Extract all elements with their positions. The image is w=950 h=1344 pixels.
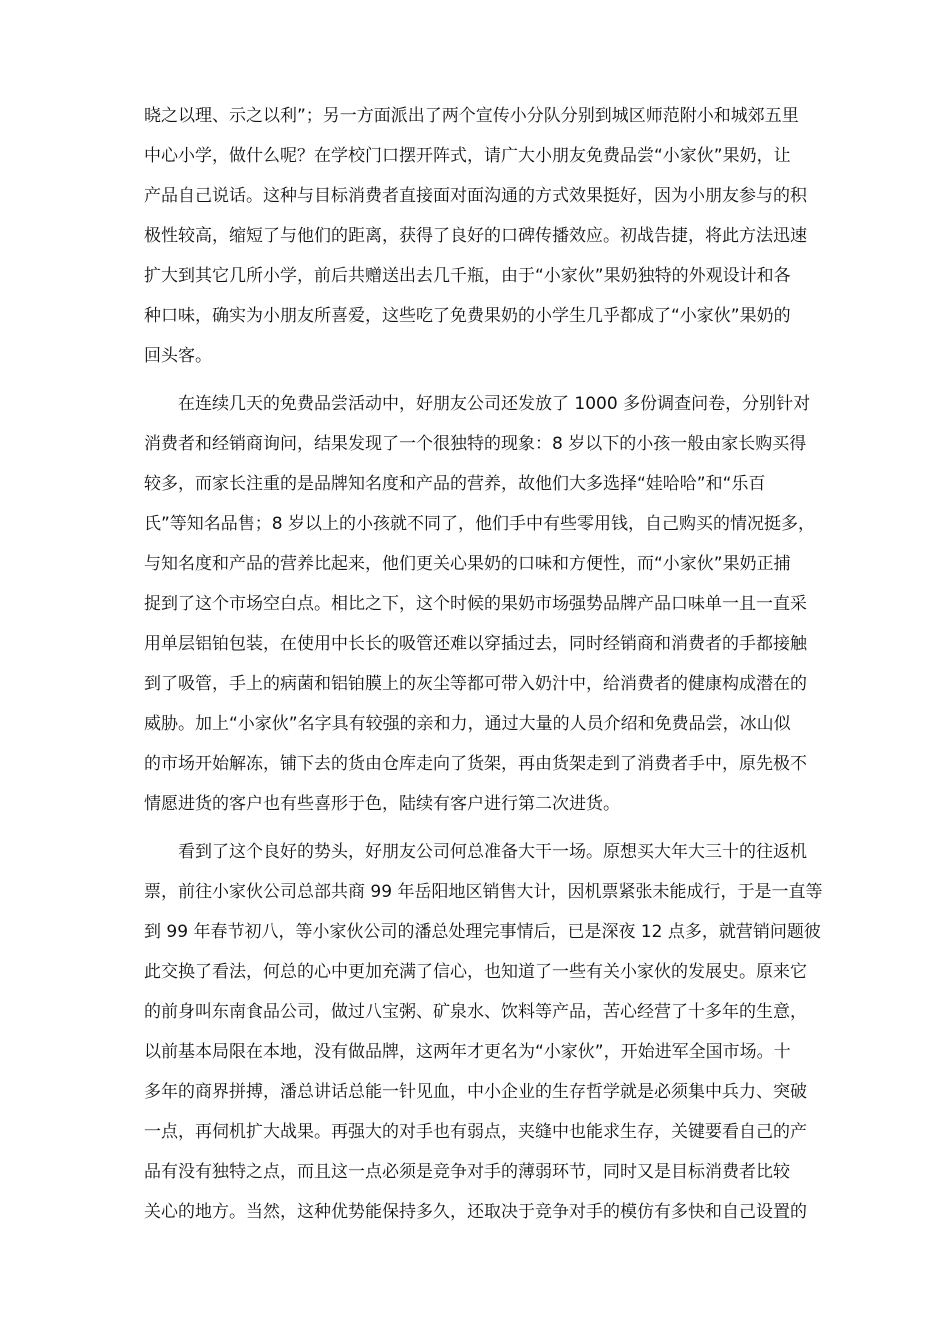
text-line: 中心小学，做什么呢？在学校门口摆开阵式，请广大小朋友免费品尝“小家伙”果奶，让 [144,146,791,166]
text-line: 捉到了这个市场空白点。相比之下，这个时候的果奶市场强势品牌产品口味单一且一直采 [144,594,807,614]
text-line: 此交换了看法，何总的心中更加充满了信心，也知道了一些有关小家伙的发展史。原来它 [144,962,807,982]
text-line: 消费者和经销商询问，结果发现了一个很独特的现象：8 岁以下的小孩一般由家长购买得 [144,434,807,454]
text-line: 种口味，确实为小朋友所喜爱，这些吃了免费果奶的小学生几乎都成了“小家伙”果奶的 [144,306,791,326]
paragraph-2 [144,384,816,824]
text-line: 扩大到其它几所小学，前后共赠送出去几千瓶，由于“小家伙”果奶独特的外观设计和各 [144,266,791,286]
text-line: 到 99 年春节初八，等小家伙公司的潘总处理完事情后，已是深夜 12 点多，就营销问题彼 [144,922,821,942]
text-line: 一点，再伺机扩大战果。再强大的对手也有弱点，夹缝中也能求生存，关键要看自己的产 [144,1122,807,1142]
text-line: 回头客。 [144,346,212,366]
text-line: 情愿进货的客户也有些喜形于色，陆续有客户进行第二次进货。 [144,794,620,814]
text-line: 晓之以理、示之以利”；另一方面派出了两个宣传小分队分别到城区师范附小和城郊五里 [144,106,799,126]
text-line: 在连续几天的免费品尝活动中，好朋友公司还发放了 1000 多份调查问卷，分别针对 [178,394,811,414]
text-line: 到了吸管，手上的病菌和铝铂膜上的灰尘等都可带入奶汁中，给消费者的健康构成潜在的 [144,674,807,694]
paragraph-3 [144,832,823,1232]
text-line: 的市场开始解冻，铺下去的货由仓库走向了货架，再由货架走到了消费者手中，原先极不 [144,754,807,774]
text-line: 用单层铝铂包装，在使用中长长的吸管还难以穿插过去，同时经销商和消费者的手都接触 [144,634,807,654]
text-line: 品有没有独特之点，而且这一点必须是竞争对手的薄弱环节，同时又是目标消费者比较 [144,1162,790,1182]
text-line: 票，前往小家伙公司总部共商 99 年岳阳地区销售大计，因机票紧张未能成行，于是一直等 [144,882,823,902]
text-line: 与知名度和产品的营养比起来，他们更关心果奶的口味和方便性，而“小家伙”果奶正捕 [144,554,791,574]
text-line: 的前身叫东南食品公司，做过八宝粥、矿泉水、饮料等产品，苦心经营了十多年的生意， [144,1002,807,1022]
text-line: 威胁。加上“小家伙”名字具有较强的亲和力，通过大量的人员介绍和免费品尝，冰山似 [144,714,791,734]
text-line: 多年的商界拼搏，潘总讲话总能一针见血，中小企业的生存哲学就是必须集中兵力、突破 [144,1082,807,1102]
text-line: 关心的地方。当然，这种优势能保持多久，还取决于竞争对手的模仿有多快和自己设置的 [144,1202,807,1222]
text-line: 以前基本局限在本地，没有做品牌，这两年才更名为“小家伙”，开始进军全国市场。十 [144,1042,791,1062]
text-line: 极性较高，缩短了与他们的距离，获得了良好的口碑传播效应。初战告捷，将此方法迅速 [144,226,807,246]
document-body [144,96,823,1240]
text-line: 氏”等知名品售；8 岁以上的小孩就不同了，他们手中有些零用钱，自己购买的情况挺多， [144,514,816,534]
text-line: 产品自己说话。这种与目标消费者直接面对面沟通的方式效果挺好，因为小朋友参与的积 [144,186,807,206]
text-line: 较多，而家长注重的是品牌知名度和产品的营养，故他们大多选择“娃哈哈”和“乐百 [144,474,766,494]
text-line: 看到了这个良好的势头，好朋友公司何总准备大干一场。原想买大年大三十的往返机 [178,842,807,862]
paragraph-1 [144,96,810,376]
